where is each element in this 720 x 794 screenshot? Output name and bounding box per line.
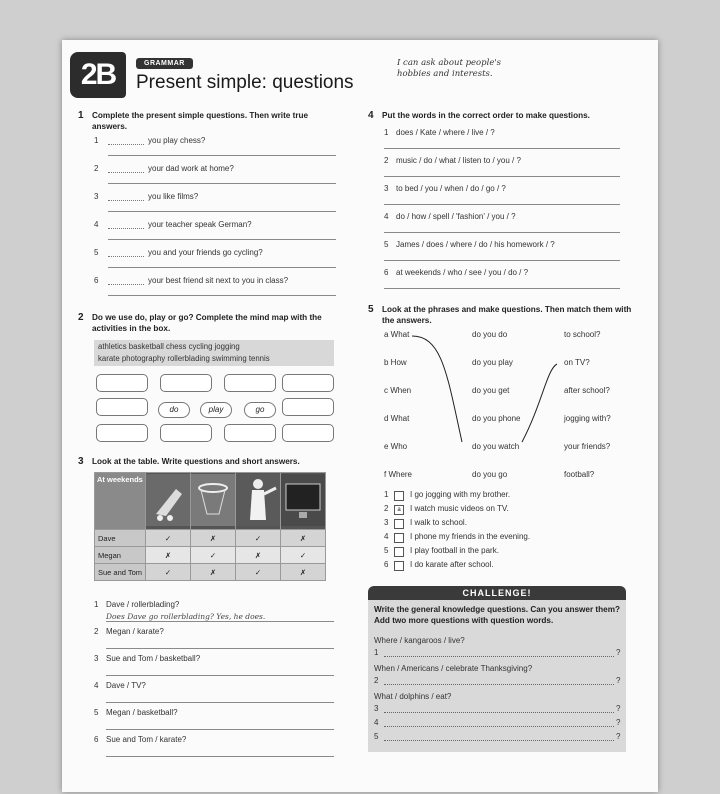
challenge-answer-line[interactable]: [384, 712, 614, 713]
lesson-badge: 2B: [70, 52, 126, 98]
table-row-name: Dave: [95, 530, 146, 547]
answer-line[interactable]: [106, 621, 334, 622]
weekend-table: [94, 472, 326, 581]
item-number: 6: [94, 276, 99, 285]
basketball-icon: [191, 473, 236, 530]
item-number: 5: [384, 240, 389, 249]
item-number: 4: [94, 681, 99, 690]
exercise-instruction: Do we use do, play or go? Complete the mind map with the activities in the box.: [92, 313, 322, 333]
challenge-number: 5: [374, 732, 379, 741]
answer-checkbox[interactable]: [394, 491, 404, 501]
phrase-b[interactable]: do you watch: [472, 442, 520, 451]
answer-checkbox[interactable]: a: [394, 505, 404, 515]
answer-line[interactable]: [108, 295, 336, 296]
question-text: Megan / basketball?: [106, 708, 178, 717]
question-mark: ?: [616, 732, 621, 741]
item-number: 1: [94, 600, 99, 609]
challenge-answer-line[interactable]: [384, 684, 614, 685]
answer-line[interactable]: [106, 648, 334, 649]
challenge-answer-line[interactable]: [384, 656, 614, 657]
blank-line[interactable]: [108, 284, 144, 285]
mind-map-blank[interactable]: [96, 424, 148, 442]
mind-map-center: play: [200, 402, 232, 418]
item-number: 1: [94, 136, 99, 145]
item-number: 6: [384, 268, 389, 277]
question-text: to bed / you / when / do / go / ?: [396, 184, 506, 193]
mind-map-blank[interactable]: [282, 374, 334, 392]
table-mark: ✓: [146, 530, 191, 547]
word-box-line: athletics basketball chess cycling jogging: [98, 342, 240, 351]
exercise-number: 5: [368, 304, 374, 315]
phrase-c[interactable]: football?: [564, 470, 595, 479]
answer-text: I go jogging with my brother.: [410, 490, 511, 499]
table-header: At weekends: [95, 473, 146, 530]
answer-line[interactable]: [384, 176, 620, 177]
answer-line[interactable]: [384, 260, 620, 261]
phrase-c[interactable]: your friends?: [564, 442, 611, 451]
challenge-answer-line[interactable]: [384, 726, 614, 727]
challenge-instruction: Write the general knowledge questions. Can you answer them? Add two more questions with question words.: [374, 605, 620, 625]
mind-map-blank[interactable]: [160, 424, 212, 442]
phrase-a[interactable]: b How: [384, 358, 407, 367]
mind-map-blank[interactable]: [224, 374, 276, 392]
table-row-name: Megan: [95, 547, 146, 564]
question-text: Sue and Tom / basketball?: [106, 654, 201, 663]
word-box: [94, 340, 334, 366]
phrase-c[interactable]: jogging with?: [564, 414, 611, 423]
answer-line[interactable]: [106, 729, 334, 730]
challenge-prompt: When / Americans / celebrate Thanksgiving?: [374, 664, 533, 673]
mind-map-blank[interactable]: [160, 374, 212, 392]
question-text: do / how / spell / 'fashion' / you / ?: [396, 212, 516, 221]
mind-map-blank[interactable]: [96, 374, 148, 392]
table-mark: ✓: [236, 530, 281, 547]
answer-line[interactable]: [384, 204, 620, 205]
example-answer: Does Dave go rollerblading? Yes, he does.: [106, 612, 266, 621]
challenge-number: 1: [374, 648, 379, 657]
answer-line[interactable]: [108, 183, 336, 184]
challenge-number: 3: [374, 704, 379, 713]
question-text: your best friend sit next to you in class?: [148, 276, 289, 285]
item-number: 5: [94, 708, 99, 717]
question-text: you and your friends go cycling?: [148, 248, 263, 257]
table-mark: ✗: [191, 530, 236, 547]
question-text: you like films?: [148, 192, 199, 201]
blank-line[interactable]: [108, 256, 144, 257]
answer-line[interactable]: [106, 756, 334, 757]
question-text: your dad work at home?: [148, 164, 234, 173]
exercise-instruction: Look at the table. Write questions and short answers.: [92, 457, 300, 466]
phrase-b[interactable]: do you phone: [472, 414, 521, 423]
exercise-instruction: Look at the phrases and make questions. Then match them with the answers.: [382, 305, 632, 325]
answer-line[interactable]: [108, 155, 336, 156]
exercise-number: 2: [78, 312, 84, 323]
phrase-a[interactable]: f Where: [384, 470, 413, 479]
mind-map-blank[interactable]: [96, 398, 148, 416]
answer-text: I phone my friends in the evening.: [410, 532, 531, 541]
question-text: James / does / where / do / his homework / ?: [396, 240, 555, 249]
can-do-statement: I can ask about people's hobbies and interests.: [397, 58, 502, 79]
question-mark: ?: [616, 648, 621, 657]
rollerblade-icon: [146, 473, 191, 530]
table-mark: ✓: [281, 547, 326, 564]
item-number: 4: [94, 220, 99, 229]
exercise-number: 4: [368, 110, 374, 121]
table-mark: ✓: [146, 564, 191, 581]
challenge-number: 4: [374, 718, 379, 727]
answer-number: 2: [384, 504, 389, 513]
answer-line[interactable]: [108, 239, 336, 240]
challenge-prompt: Where / kangaroos / live?: [374, 636, 465, 645]
answer-checkbox[interactable]: [394, 533, 404, 543]
phrase-b[interactable]: do you play: [472, 358, 513, 367]
answer-line[interactable]: [384, 232, 620, 233]
table-mark: ✗: [146, 547, 191, 564]
answer-number: 1: [384, 490, 389, 499]
phrase-b[interactable]: do you do: [472, 330, 508, 339]
answer-line[interactable]: [106, 675, 334, 676]
page-title: Present simple: questions: [136, 72, 354, 93]
question-text: at weekends / who / see / you / do / ?: [396, 268, 529, 277]
question-mark: ?: [616, 704, 621, 713]
answer-text: I play football in the park.: [410, 546, 499, 555]
exercise-instruction: Put the words in the correct order to make questions.: [382, 111, 590, 120]
phrase-c[interactable]: on TV?: [564, 358, 590, 367]
challenge-box: [368, 600, 626, 752]
table-mark: ✗: [191, 564, 236, 581]
phrase-b[interactable]: do you go: [472, 470, 508, 479]
question-text: you play chess?: [148, 136, 206, 145]
table-mark: ✗: [281, 530, 326, 547]
question-text: Dave / rollerblading?: [106, 600, 180, 609]
question-mark: ?: [616, 676, 621, 685]
answer-checkbox[interactable]: [394, 561, 404, 571]
answer-number: 4: [384, 532, 389, 541]
table-mark: ✗: [281, 564, 326, 581]
phrase-a[interactable]: e Who: [384, 442, 408, 451]
challenge-number: 2: [374, 676, 379, 685]
item-number: 3: [94, 192, 99, 201]
challenge-prompt: What / dolphins / eat?: [374, 692, 452, 701]
blank-line[interactable]: [108, 172, 144, 173]
answer-line[interactable]: [108, 267, 336, 268]
table-mark: ✓: [236, 564, 281, 581]
phrase-c[interactable]: after school?: [564, 386, 610, 395]
question-text: music / do / what / listen to / you / ?: [396, 156, 521, 165]
blank-line[interactable]: [108, 200, 144, 201]
table-row-name: Sue and Tom: [95, 564, 146, 581]
answer-line[interactable]: [106, 702, 334, 703]
item-number: 6: [94, 735, 99, 744]
exercise-number: 3: [78, 456, 84, 467]
answer-line[interactable]: [384, 148, 620, 149]
question-text: your teacher speak German?: [148, 220, 252, 229]
item-number: 2: [94, 627, 99, 636]
answer-text: I watch music videos on TV.: [410, 504, 509, 513]
phrase-a[interactable]: a What: [384, 330, 410, 339]
answer-line[interactable]: [108, 211, 336, 212]
word-box-line: karate photography rollerblading swimming tennis: [98, 354, 270, 363]
mind-map-blank[interactable]: [224, 424, 276, 442]
item-number: 2: [94, 164, 99, 173]
exercise-instruction: Complete the present simple questions. Then write true answers.: [92, 111, 309, 131]
question-text: Dave / TV?: [106, 681, 146, 690]
mind-map-center: go: [244, 402, 276, 418]
worksheet-page: [62, 40, 658, 792]
item-number: 5: [94, 248, 99, 257]
blank-line[interactable]: [108, 228, 144, 229]
item-number: 4: [384, 212, 389, 221]
answer-number: 6: [384, 560, 389, 569]
challenge-title: CHALLENGE!: [368, 586, 626, 600]
phrase-b[interactable]: do you get: [472, 386, 510, 395]
answer-text: I do karate after school.: [410, 560, 494, 569]
karate-icon: [236, 473, 281, 530]
question-mark: ?: [616, 718, 621, 727]
answer-checkbox[interactable]: [394, 547, 404, 557]
answer-number: 3: [384, 518, 389, 527]
phrase-a[interactable]: c When: [384, 386, 412, 395]
item-number: 2: [384, 156, 389, 165]
mind-map-blank[interactable]: [282, 424, 334, 442]
table-mark: ✗: [236, 547, 281, 564]
grammar-tag: GRAMMAR: [136, 58, 193, 69]
tv-icon: [281, 473, 326, 530]
item-number: 3: [384, 184, 389, 193]
question-text: does / Kate / where / live / ?: [396, 128, 495, 137]
answer-text: I walk to school.: [410, 518, 467, 527]
question-text: Sue and Tom / karate?: [106, 735, 187, 744]
blank-line[interactable]: [108, 144, 144, 145]
answer-checkbox[interactable]: [394, 519, 404, 529]
mind-map-blank[interactable]: [282, 398, 334, 416]
phrase-a[interactable]: d What: [384, 414, 410, 423]
answer-line[interactable]: [384, 288, 620, 289]
mind-map-center: do: [158, 402, 190, 418]
challenge-answer-line[interactable]: [384, 740, 614, 741]
table-mark: ✓: [191, 547, 236, 564]
answer-number: 5: [384, 546, 389, 555]
exercise-number: 1: [78, 110, 84, 121]
phrase-c[interactable]: to school?: [564, 330, 601, 339]
item-number: 3: [94, 654, 99, 663]
item-number: 1: [384, 128, 389, 137]
question-text: Megan / karate?: [106, 627, 164, 636]
